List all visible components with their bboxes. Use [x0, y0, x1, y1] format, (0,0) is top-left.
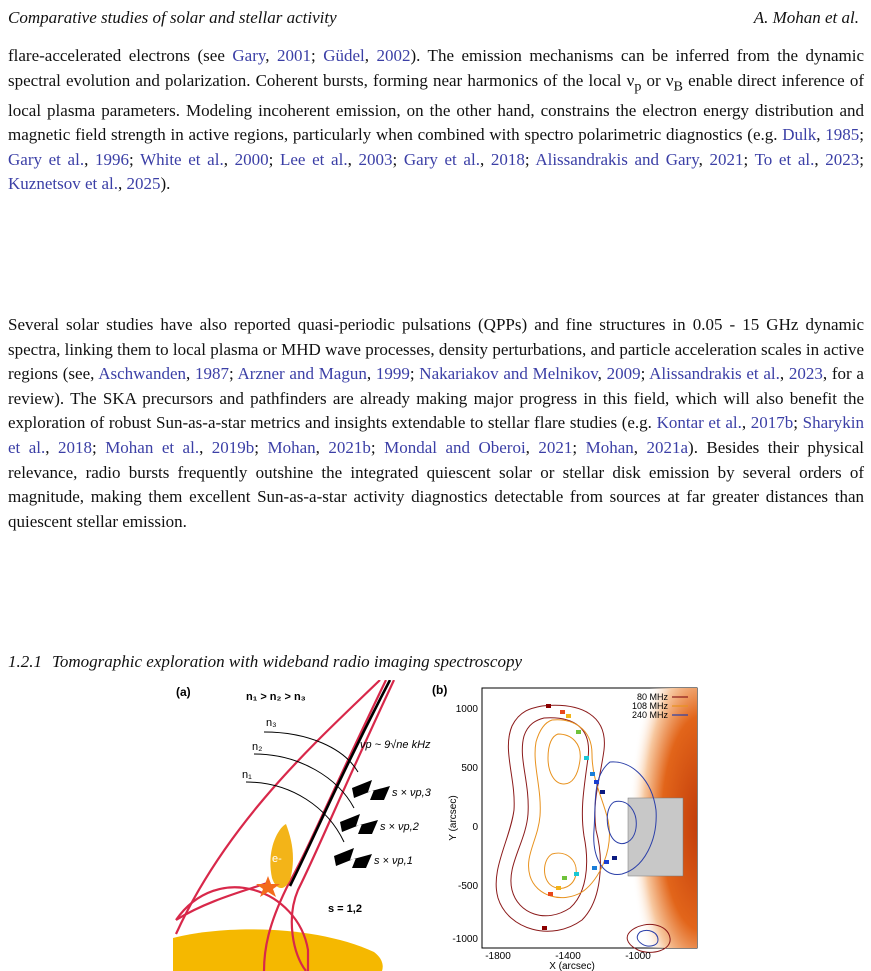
figure: [0, 680, 871, 971]
citation-link[interactable]: 2018: [490, 149, 525, 169]
citation-link[interactable]: 2023: [788, 364, 823, 384]
citation-link[interactable]: Arzner and Magun: [237, 364, 367, 384]
citation-link[interactable]: 2021: [538, 437, 573, 457]
citation-link[interactable]: 2021: [709, 149, 744, 169]
figure-panel-b: [432, 680, 702, 971]
paragraph-1: flare-accelerated electrons (see Gary, 2001; Güdel, 2002). The emission mechanisms can be inferred from the dynamic spectral evolution and polarization. Coherent bursts, forming near harmonics of the local $\nu_p$ or $\nu_B$ enable direct inference of local plasma parameters. Modeling incoherent emission, on the other hand, constrains the electron energy distribution and magnetic field strength in active regions, particularly when combined with spectro polarimetric diagnostics (e.g. Dulk, 1985; Gary et al., 1996; White et al., 2000; Lee et al., 2003; Gary et al., 2018; Alissandrakis and Gary, 2021; To et al., 2023; Kuznetsov et al., 2025).: [8, 46, 865, 194]
subsection-number: 1.2.1: [8, 652, 42, 671]
citation-link[interactable]: Lee et al.: [280, 149, 348, 169]
citation-link[interactable]: 1996: [94, 149, 129, 169]
harmonic-label-1: s × νp,1: [374, 855, 413, 867]
header-title: Comparative studies of solar and stellar activity: [8, 8, 337, 27]
legend-80mhz-label: 80 MHz: [636, 692, 668, 702]
harmonic-number-label: s = 1,2: [328, 903, 362, 915]
density-order-label: n₁ > n₂ > n₃: [246, 691, 306, 703]
density-contour-n3: [264, 732, 358, 772]
citation-link[interactable]: 2019b: [211, 437, 255, 457]
citation-link[interactable]: Kuznetsov et al.: [8, 174, 118, 194]
panel-a-label: (a): [176, 685, 191, 699]
emission-bolt-icon: [334, 848, 372, 868]
x-tick-label: -1800: [485, 951, 511, 962]
citation-link[interactable]: Gary et al.: [403, 149, 480, 169]
figure-panel-a: [168, 680, 442, 971]
panel-b-label: (b): [432, 683, 448, 697]
y-tick-label: 1000: [455, 704, 478, 715]
electron-label: e-: [272, 853, 282, 865]
citation-link[interactable]: 1999: [375, 364, 410, 384]
citation-link[interactable]: 2021b: [328, 437, 371, 457]
n3-label: n₃: [266, 717, 277, 729]
citation-link[interactable]: Mohan: [585, 437, 634, 457]
emission-bolt-icon: [352, 780, 390, 800]
x-tick-label: -1400: [555, 951, 581, 962]
citation-link[interactable]: Gary: [232, 46, 266, 65]
y-axis-label: Y (arcsec): [448, 795, 459, 841]
left-field-line: [176, 680, 380, 934]
n2-label: n₂: [252, 741, 263, 753]
paragraph-2: Several solar studies have also reported quasi-periodic pulsations (QPPs) and fine structures in 0.05 - 15 GHz dynamic spectra, linking them to local plasma or MHD wave processes, density perturbations, and particle acceleration scales in active regions (see, Aschwanden, 1987; Arzner and Magun, 1999; Nakariakov and Melnikov, 2009; Alissandrakis et al., 2023, for a review). The SKA precursors and pathfinders are already making major progress in this field, which will also benefit the exploration of robust Sun-as-a-star metrics and insights extendable to stellar flare studies (e.g. Kontar et al., 2017b; Sharykin et al., 2018; Mohan et al., 2019b; Mohan, 2021b; Mondal and Oberoi, 2021; Mohan, 2021a). Besides their physical relevance, radio bursts frequently outshine the integrated quiescent solar or stellar disk emission by several orders of magnitude, making them excellent Sun-as-a-star activity diagnostics detectable from sources at far greater distances than quiescent stellar emission.: [8, 315, 865, 531]
legend-108mhz-label: 108 MHz: [631, 701, 668, 711]
citation-link[interactable]: 2001: [277, 46, 311, 65]
citation-link[interactable]: Gary et al.: [8, 149, 85, 169]
y-tick-label: 500: [461, 763, 478, 774]
x-axis-label: X (arcsec): [549, 961, 595, 971]
citation-link[interactable]: Mondal and Oberoi: [384, 437, 526, 457]
subsection-title: Tomographic exploration with wideband radio imaging spectroscopy: [52, 652, 523, 671]
citation-link[interactable]: 2003: [358, 149, 393, 169]
citation-link[interactable]: 1985: [825, 125, 860, 145]
citation-link[interactable]: Sharykin et al.: [8, 413, 865, 457]
citation-link[interactable]: 2025: [126, 174, 161, 194]
citation-link[interactable]: Güdel: [323, 46, 365, 65]
citation-link[interactable]: Alissandrakis and Gary: [535, 149, 699, 169]
citation-link[interactable]: 2000: [234, 149, 269, 169]
citation-link[interactable]: Mohan et al.: [105, 437, 200, 457]
y-tick-label: 0: [472, 822, 478, 833]
citation-link[interactable]: 2002: [376, 46, 411, 65]
header-authors: A. Mohan et al.: [753, 8, 859, 27]
emission-bolt-icon: [340, 814, 378, 834]
citation-link[interactable]: Kontar et al.: [656, 413, 742, 433]
harmonic-label-3: s × νp,3: [392, 787, 431, 799]
citation-link[interactable]: Dulk: [782, 125, 817, 145]
legend-240mhz-label: 240 MHz: [631, 710, 668, 720]
x-tick-label: -1000: [625, 951, 651, 962]
citation-link[interactable]: To et al.: [754, 149, 815, 169]
subsection-heading: [8, 652, 522, 672]
citation-link[interactable]: 2018: [57, 437, 92, 457]
citation-link[interactable]: Alissandrakis et al.: [649, 364, 780, 384]
running-header: [8, 8, 863, 30]
citation-link[interactable]: Aschwanden: [98, 364, 186, 384]
citation-link[interactable]: 2009: [606, 364, 641, 384]
y-tick-label: -500: [457, 881, 478, 892]
citation-link[interactable]: 2021a: [646, 437, 689, 457]
sun-surface: [173, 929, 383, 971]
plasma-frequency-formula: νp ~ 9√ne kHz: [360, 739, 431, 751]
y-tick-label: -1000: [452, 934, 478, 945]
citation-link[interactable]: 2017b: [750, 413, 794, 433]
density-contour-n1: [246, 782, 344, 842]
citation-link[interactable]: 1987: [194, 364, 229, 384]
citation-link[interactable]: Nakariakov and Melnikov: [419, 364, 598, 384]
citation-link[interactable]: White et al.: [140, 149, 224, 169]
citation-link[interactable]: Mohan: [267, 437, 316, 457]
harmonic-label-2: s × νp,2: [380, 821, 419, 833]
citation-link[interactable]: 2023: [825, 149, 860, 169]
n1-label: n₁: [242, 769, 252, 781]
